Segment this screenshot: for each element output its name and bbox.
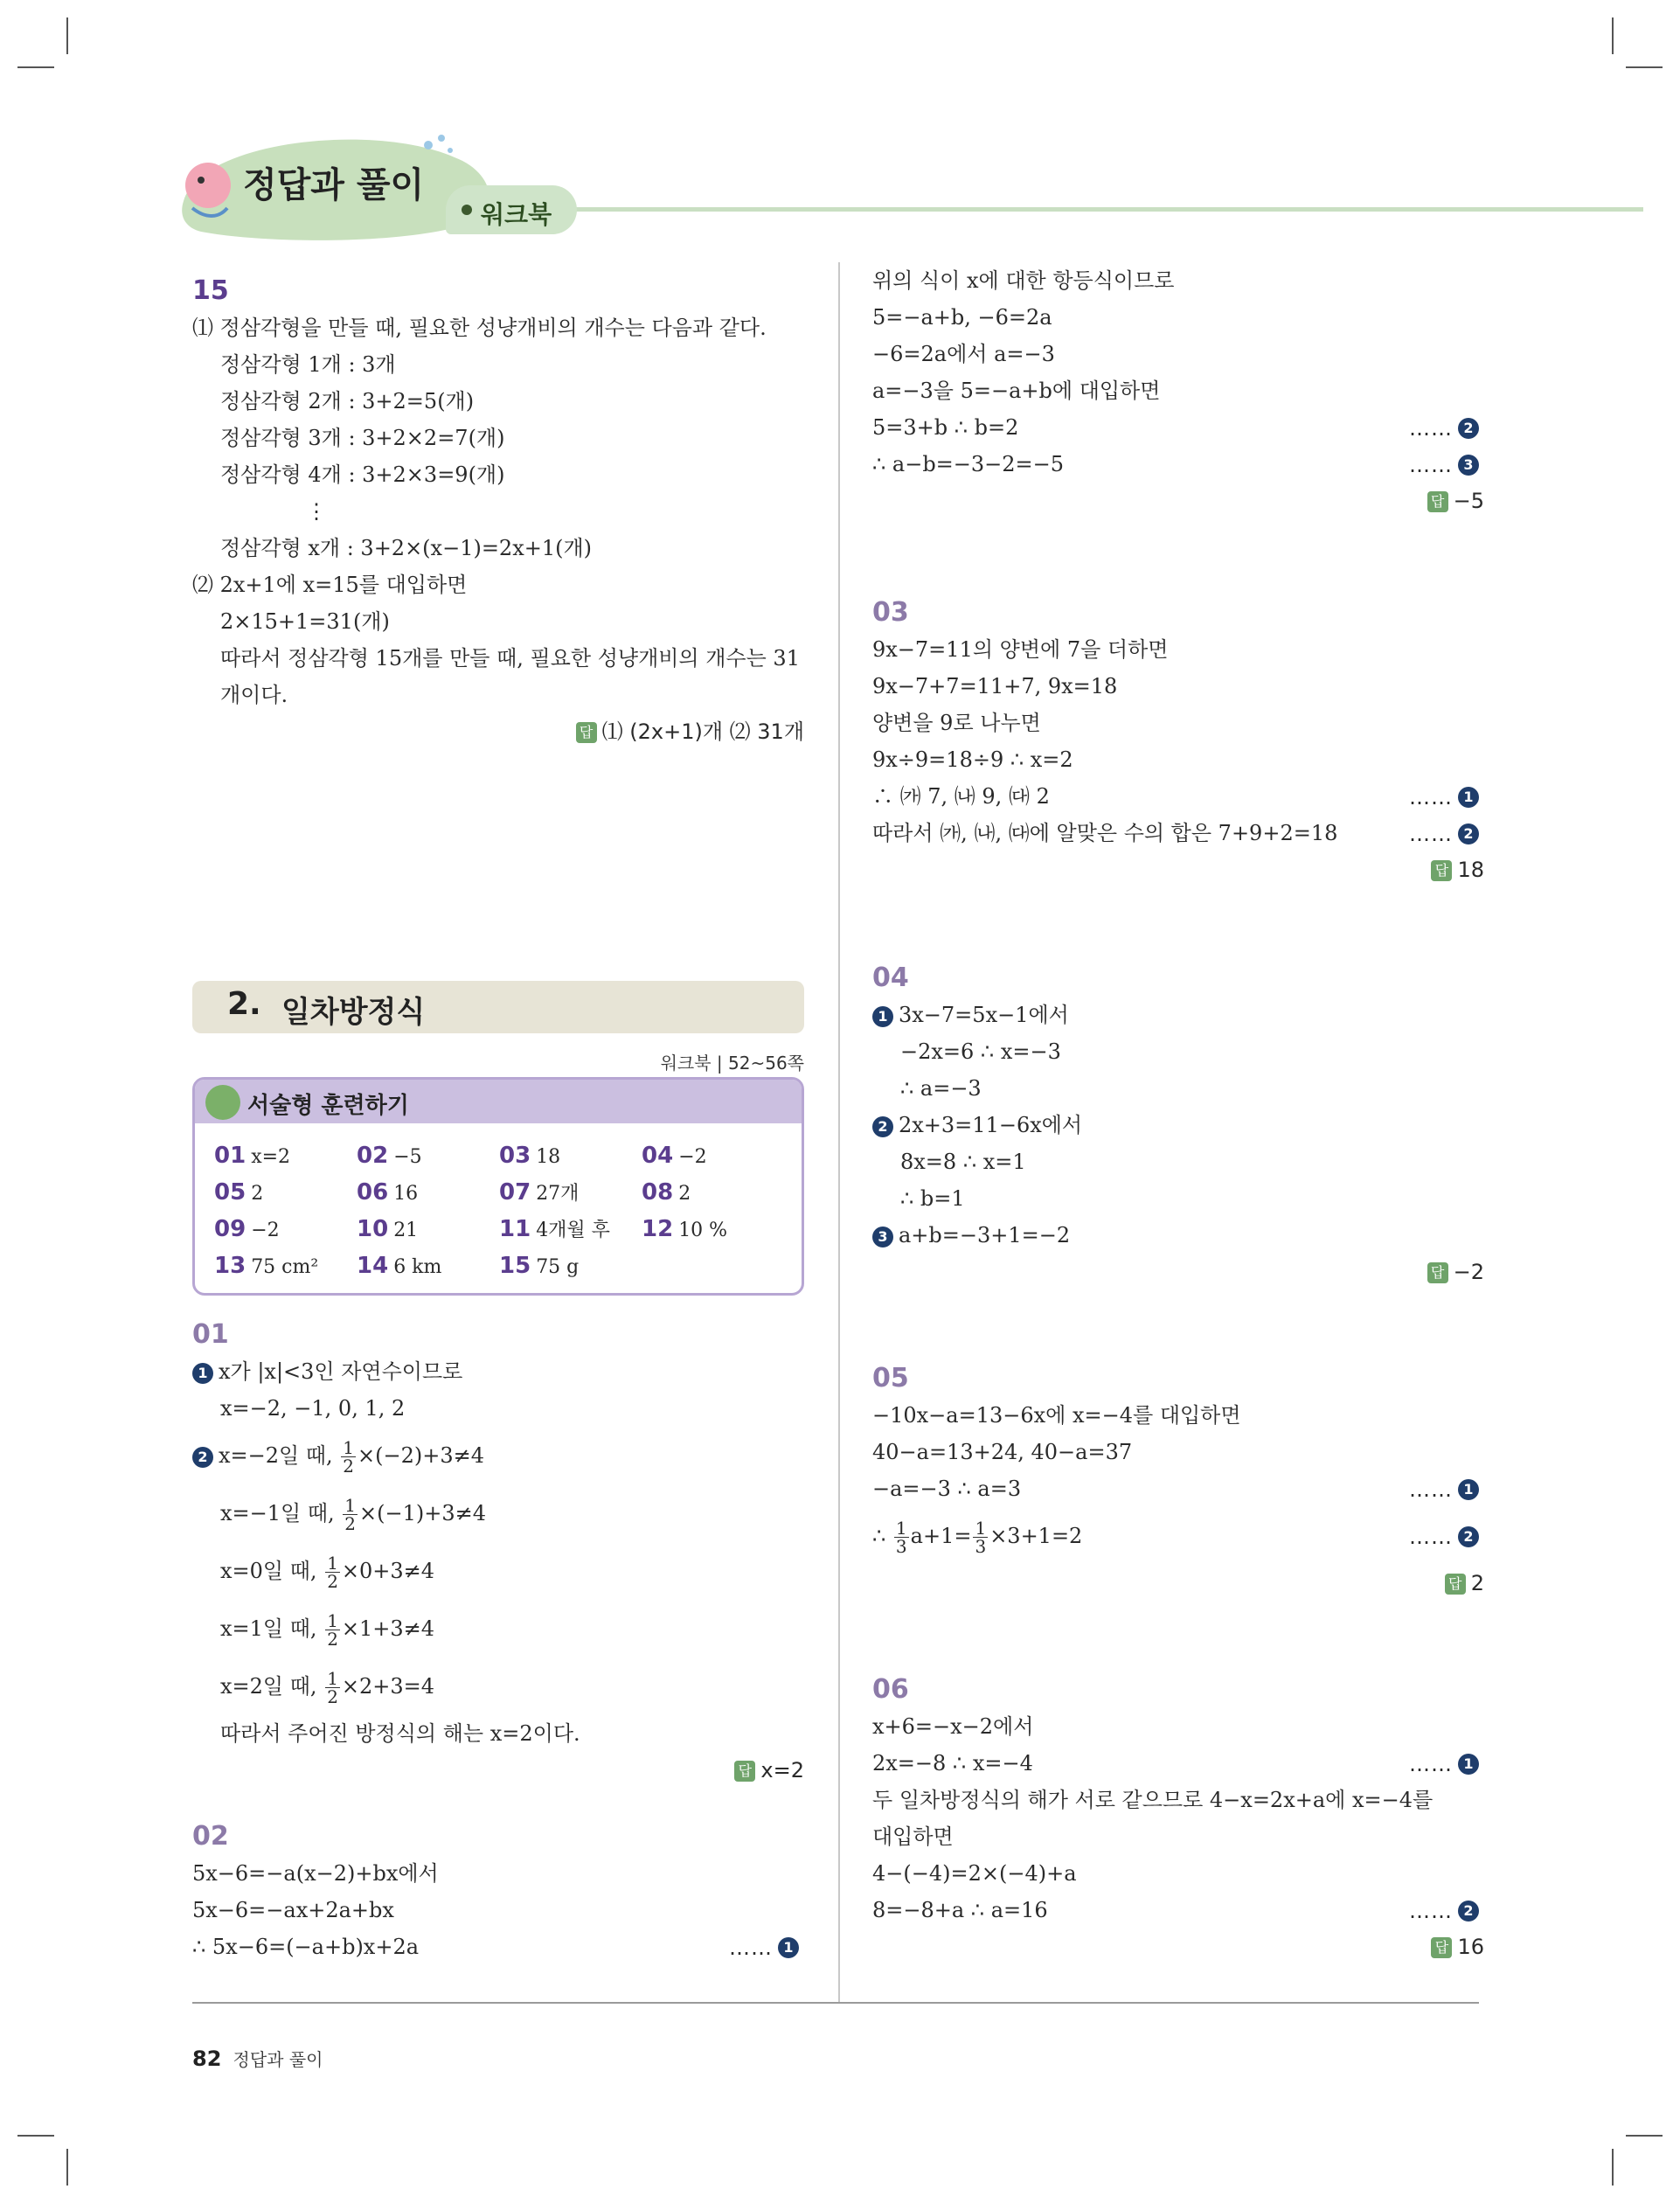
solution-line: ∴ a−b=−3−2=−5 …… 3 xyxy=(872,446,1484,483)
fraction: $\frac{1}{3}$ xyxy=(975,1518,987,1557)
solution-line: x=1일 때, $\frac{1}{2}$ ×1+3≠4 xyxy=(220,1610,435,1650)
answer-text: x=2 xyxy=(760,1758,804,1783)
answer-line xyxy=(192,713,804,750)
step-marker: …… 3 xyxy=(1409,446,1484,483)
solution-line: 따라서 주어진 방정식의 해는 x=2이다. xyxy=(220,1721,580,1746)
solution-line: ⑵ 2x+1에 x=15를 대입하면 xyxy=(192,573,468,597)
step-number-icon: 2 xyxy=(192,1447,213,1468)
step-marker: …… 1 xyxy=(1409,1745,1484,1783)
crop-mark xyxy=(1626,66,1663,68)
answer-badge-icon: 답 xyxy=(1431,860,1452,881)
summary-item: 12 10 % xyxy=(642,1216,728,1242)
problem-06 xyxy=(872,1671,1484,1965)
solution-line: 정삼각형 2개 : 3+2=5(개) xyxy=(220,389,475,413)
answer-badge-icon: 답 xyxy=(1427,1262,1448,1283)
solution-line: 1 3x−7=5x−1에서 xyxy=(872,997,1484,1033)
chameleon-icon xyxy=(205,1085,240,1120)
answer-badge-icon: 답 xyxy=(1431,1937,1452,1958)
solution-line: 1 x가 |x|<3인 자연수이므로 xyxy=(192,1353,804,1390)
solution-line: a=−3을 5=−a+b에 대입하면 xyxy=(872,379,1161,403)
solution-line: 8x=8 ∴ x=1 xyxy=(900,1150,1026,1174)
answer-text: −2 xyxy=(1453,1260,1484,1284)
solution-line: 2 2x+3=11−6x에서 xyxy=(872,1107,1484,1143)
summary-grid xyxy=(214,1137,791,1284)
problem-04 xyxy=(872,960,1484,1290)
summary-item: 11 4개월 후 xyxy=(499,1216,610,1242)
answer-text: −5 xyxy=(1453,489,1484,513)
answer-badge-icon: 답 xyxy=(734,1761,755,1782)
solution-line: 위의 식이 x에 대한 항등식이므로 xyxy=(872,268,1175,293)
solution-line: 3 a+b=−3+1=−2 xyxy=(872,1217,1484,1254)
header-rule xyxy=(568,207,1643,212)
solution-line: x=−1일 때, $\frac{1}{2}$ ×(−1)+3≠4 xyxy=(220,1495,487,1534)
solution-line: 2x=−8 ∴ x=−4 …… 1 xyxy=(872,1745,1484,1782)
summary-item: 13 75 cm² xyxy=(214,1253,319,1279)
step-marker: …… 2 xyxy=(1409,1507,1484,1566)
section-number: 2. xyxy=(227,986,261,1022)
summary-item: 02 −5 xyxy=(357,1143,422,1169)
summary-item: 06 16 xyxy=(357,1179,419,1206)
step-number-icon: 1 xyxy=(778,1937,799,1958)
summary-item: 04 −2 xyxy=(642,1143,707,1169)
solution-line: 5x−6=−ax+2a+bx xyxy=(192,1898,394,1922)
workbook-tab-label: 워크북 xyxy=(481,200,552,229)
crop-mark xyxy=(66,17,68,54)
summary-item: 01 x=2 xyxy=(214,1143,291,1169)
step-number-icon: 2 xyxy=(1458,418,1479,439)
solution-line: 따라서 ㈎, ㈏, ㈐에 알맞은 수의 합은 7+9+2=18 …… 2 xyxy=(872,815,1484,851)
step-number-icon: 3 xyxy=(1458,455,1479,476)
solution-line: 5=3+b ∴ b=2 …… 2 xyxy=(872,409,1484,446)
answer-text: 16 xyxy=(1457,1935,1484,1959)
step-marker: …… 1 xyxy=(1409,778,1484,816)
solution-line: x+6=−x−2에서 xyxy=(872,1714,1034,1739)
solution-line: ∴ 5x−6=(−a+b)x+2a …… 1 xyxy=(192,1928,804,1965)
problem-number: 02 xyxy=(192,1821,229,1852)
step-marker: …… 2 xyxy=(1409,1892,1484,1929)
summary-item: 14 6 km xyxy=(357,1253,442,1279)
summary-box-header xyxy=(195,1080,802,1123)
solution-line: x=0일 때, $\frac{1}{2}$ ×0+3≠4 xyxy=(220,1553,435,1592)
step-number-icon: 2 xyxy=(1458,1526,1479,1547)
summary-item: 09 −2 xyxy=(214,1216,280,1242)
problem-number: 05 xyxy=(872,1363,909,1393)
summary-item: 07 27개 xyxy=(499,1179,580,1206)
solution-line: 5x−6=−a(x−2)+bx에서 xyxy=(192,1861,439,1886)
page-number: 82 xyxy=(192,2047,222,2071)
solution-line: 대입하면 xyxy=(872,1824,954,1849)
answer-line xyxy=(192,1752,804,1789)
solution-line: 양변을 9로 나누면 xyxy=(872,711,1041,735)
answer-text: ⑴ (2x+1)개 ⑵ 31개 xyxy=(601,719,804,744)
fraction: $\frac{1}{2}$ xyxy=(344,1495,357,1534)
problem-05 xyxy=(872,1360,1484,1602)
header-title: 정답과 풀이 xyxy=(243,165,425,205)
solution-line: 정삼각형 3개 : 3+2×2=7(개) xyxy=(220,426,505,450)
crop-mark xyxy=(66,2149,68,2186)
solution-line: 2×15+1=31(개) xyxy=(220,609,390,634)
solution-line: 9x−7=11의 양변에 7을 더하면 xyxy=(872,637,1169,662)
tab-dot-icon xyxy=(462,205,472,215)
answer-text: 18 xyxy=(1457,858,1484,882)
step-number-icon: 1 xyxy=(1458,787,1479,808)
solution-line: ∴ ㈎ 7, ㈏ 9, ㈐ 2 …… 1 xyxy=(872,778,1484,815)
workbook-reference: 워크북 | 52~56쪽 xyxy=(660,1053,804,1074)
summary-item: 03 18 xyxy=(499,1143,561,1169)
solution-line: 정삼각형 4개 : 3+2×3=9(개) xyxy=(220,462,505,487)
problem-15 xyxy=(192,273,804,750)
solution-line: 정삼각형 1개 : 3개 xyxy=(220,352,396,377)
step-marker: …… 2 xyxy=(1409,815,1484,852)
page-header xyxy=(149,122,1643,254)
workbook-tab xyxy=(446,185,577,234)
solution-line: 정삼각형 x개 : 3+2×(x−1)=2x+1(개) xyxy=(220,536,593,560)
footer-label: 정답과 풀이 xyxy=(233,2049,323,2070)
summary-item: 15 75 g xyxy=(499,1253,580,1279)
summary-item: 05 2 xyxy=(214,1179,264,1206)
solution-line: 8=−8+a ∴ a=16 …… 2 xyxy=(872,1892,1484,1928)
solution-line: ∴ $\frac{1}{3}$ a+1= $\frac{1}{3}$ ×3+1=2 …… 2 xyxy=(872,1507,1484,1565)
solution-line: 개이다. xyxy=(220,683,288,707)
solution-line: ∴ b=1 xyxy=(900,1186,965,1211)
solution-line: 4−(−4)=2×(−4)+a xyxy=(872,1861,1077,1886)
answer-badge-icon: 답 xyxy=(1427,491,1448,512)
problem-number: 01 xyxy=(192,1319,229,1350)
answer-line xyxy=(872,1565,1484,1602)
problem-02-continued xyxy=(872,262,1484,519)
solution-line: x=−2, −1, 0, 1, 2 xyxy=(220,1396,406,1421)
fraction: $\frac{1}{2}$ xyxy=(327,1553,338,1592)
step-number-icon: 1 xyxy=(1458,1754,1479,1775)
fraction: $\frac{1}{3}$ xyxy=(895,1518,907,1557)
solution-line: −2x=6 ∴ x=−3 xyxy=(900,1039,1061,1064)
answer-line xyxy=(872,851,1484,888)
crop-mark xyxy=(17,2135,54,2137)
answer-badge-icon: 답 xyxy=(1445,1574,1466,1595)
answer-text: 2 xyxy=(1470,1571,1484,1595)
problem-02 xyxy=(192,1818,804,1965)
solution-line: 두 일차방정식의 해가 서로 같으므로 4−x=2x+a에 x=−4를 xyxy=(872,1788,1434,1812)
section-title: 일차방정식 xyxy=(281,995,426,1030)
solution-line: 2 x=−2일 때, $\frac{1}{2}$ ×(−2)+3≠4 xyxy=(192,1427,804,1484)
solution-line: ⋮ xyxy=(306,499,327,524)
solution-line: −10x−a=13−6x에 x=−4를 대입하면 xyxy=(872,1403,1241,1428)
column-divider xyxy=(838,262,840,2002)
fraction: $\frac{1}{2}$ xyxy=(343,1437,355,1477)
problem-number: 15 xyxy=(192,275,229,306)
step-number-icon: 2 xyxy=(872,1116,893,1137)
step-number-icon: 1 xyxy=(192,1363,213,1384)
step-number-icon: 1 xyxy=(872,1006,893,1027)
page-footer xyxy=(192,2046,323,2071)
problem-03 xyxy=(872,594,1484,888)
summary-item: 08 2 xyxy=(642,1179,691,1206)
solution-line: −6=2a에서 a=−3 xyxy=(872,342,1055,366)
solution-line: x=2일 때, $\frac{1}{2}$ ×2+3=4 xyxy=(220,1668,435,1707)
step-marker: …… 1 xyxy=(1409,1470,1484,1508)
problem-number: 03 xyxy=(872,597,909,628)
fraction: $\frac{1}{2}$ xyxy=(327,1668,338,1707)
answer-line xyxy=(872,483,1484,519)
section-heading xyxy=(192,981,804,1033)
problem-number: 04 xyxy=(872,963,909,993)
answer-badge-icon: 답 xyxy=(576,722,597,743)
answer-line xyxy=(872,1928,1484,1965)
solution-line: 40−a=13+24, 40−a=37 xyxy=(872,1440,1133,1464)
summary-item: 10 21 xyxy=(357,1216,419,1242)
solution-line: 9x−7+7=11+7, 9x=18 xyxy=(872,674,1118,698)
problem-number: 06 xyxy=(872,1674,909,1705)
step-marker: …… 2 xyxy=(1409,409,1484,447)
crop-mark xyxy=(17,66,54,68)
solution-line: ∴ a=−3 xyxy=(900,1076,982,1101)
solution-line: −a=−3 ∴ a=3 …… 1 xyxy=(872,1470,1484,1507)
summary-box-title: 서술형 훈련하기 xyxy=(247,1093,409,1119)
step-marker: …… 1 xyxy=(729,1928,804,1966)
fraction: $\frac{1}{2}$ xyxy=(327,1610,338,1650)
bottom-rule xyxy=(192,2002,1479,2004)
solution-line: 5=−a+b, −6=2a xyxy=(872,305,1052,330)
crop-mark xyxy=(1612,17,1614,54)
step-number-icon: 3 xyxy=(872,1227,893,1247)
answer-summary-box xyxy=(192,1077,804,1296)
crop-mark xyxy=(1626,2135,1663,2137)
solution-line: ⑴ 정삼각형을 만들 때, 필요한 성냥개비의 개수는 다음과 같다. xyxy=(192,316,767,340)
solution-line: 따라서 정삼각형 15개를 만들 때, 필요한 성냥개비의 개수는 31 xyxy=(220,646,800,671)
step-number-icon: 1 xyxy=(1458,1479,1479,1500)
crop-mark xyxy=(1612,2149,1614,2186)
solution-line: 9x÷9=18÷9 ∴ x=2 xyxy=(872,747,1073,772)
answer-line xyxy=(872,1254,1484,1290)
step-number-icon: 2 xyxy=(1458,1901,1479,1922)
step-number-icon: 2 xyxy=(1458,824,1479,844)
problem-01 xyxy=(192,1317,804,1789)
